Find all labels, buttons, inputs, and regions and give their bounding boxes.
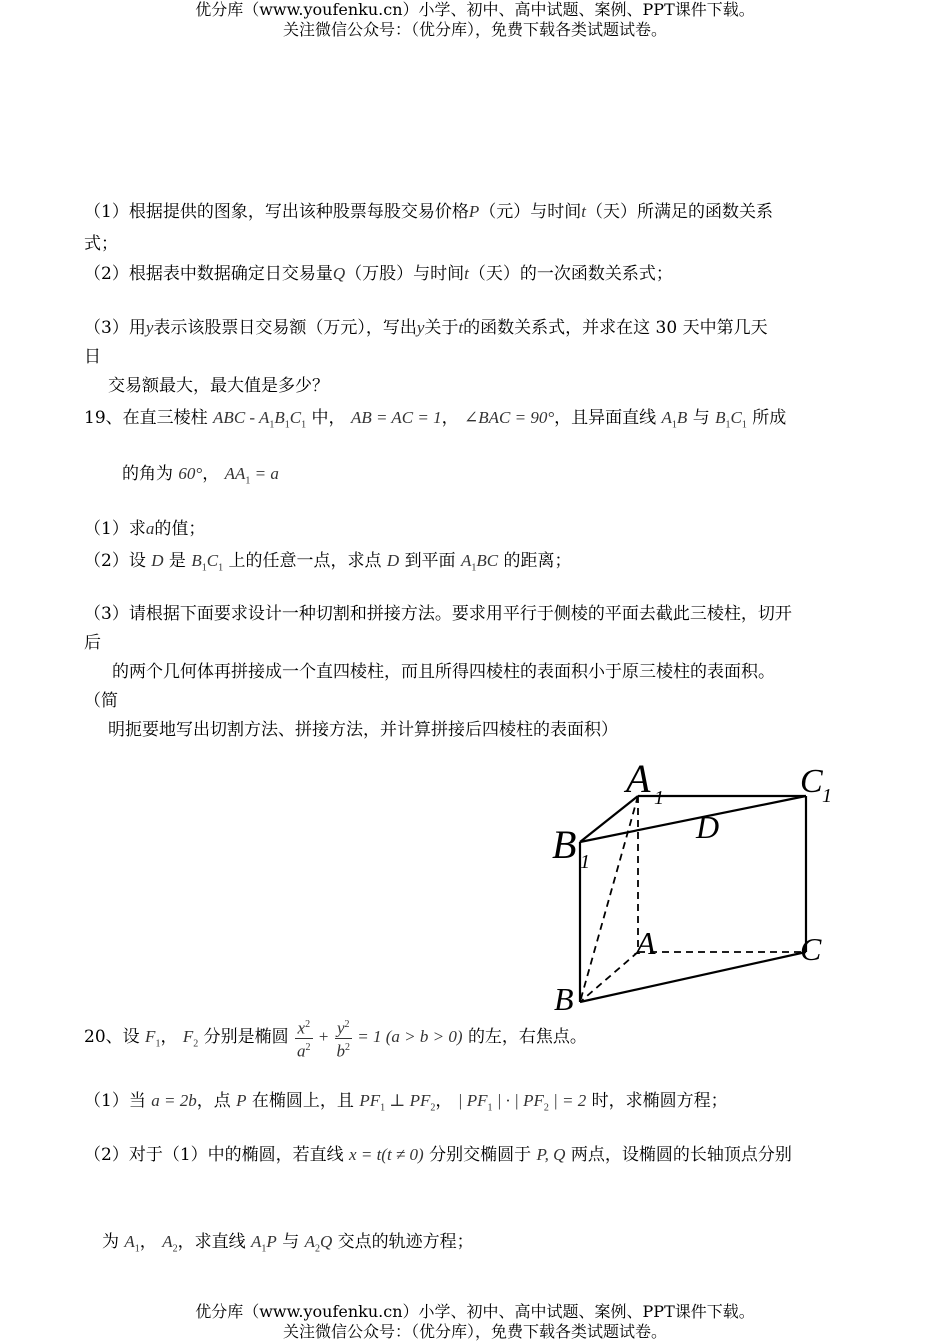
label-b1-sub: 1 bbox=[580, 851, 590, 873]
math-line-x: x = t(t ≠ 0) bbox=[349, 1145, 424, 1164]
q19-part3-line1: （3）请根据下面要求设计一种切割和拼接方法。要求用平行于侧棱的平面去截此三棱柱，切开 bbox=[84, 604, 792, 624]
math-product: | $PF_1$ | · | $PF_2$ | = 2 bbox=[457, 1091, 587, 1114]
edge-a1-b-hidden bbox=[580, 796, 638, 1002]
q18-part2 bbox=[84, 262, 673, 286]
q18-part3-line2: 日 bbox=[84, 347, 101, 367]
q19-stem-line1 bbox=[84, 406, 786, 437]
math-pq: P, Q bbox=[536, 1145, 566, 1164]
text: 的函数关系式，并求在这 30 天中第几天 bbox=[463, 318, 768, 338]
text: （元）与时间 bbox=[479, 202, 582, 222]
math-aa1: $AA_1 = a$ bbox=[224, 464, 279, 487]
page-footer bbox=[0, 1302, 950, 1342]
edge-b1-c1 bbox=[580, 796, 806, 842]
q20-stem bbox=[84, 1016, 587, 1064]
text: （万股）与时间 bbox=[345, 264, 465, 284]
text: （1）当 bbox=[84, 1091, 146, 1111]
math-ellipse: $\frac{x^2}{a^2}$ + $\frac{y^2}{b^2}$ = 1 (a > b > 0) bbox=[294, 1027, 462, 1046]
math-var: Q bbox=[332, 264, 346, 283]
text: 表示该股票日交易额（万元），写出 bbox=[153, 318, 417, 338]
text: ， bbox=[441, 408, 459, 428]
text: 交点的轨迹方程； bbox=[337, 1232, 474, 1252]
text: （2）设 bbox=[84, 551, 146, 571]
math-var: y bbox=[145, 318, 154, 337]
q20-part1 bbox=[84, 1089, 728, 1120]
text: ， bbox=[139, 1232, 157, 1252]
label-d: D bbox=[696, 809, 720, 845]
math-perp: $PF_1$ ⊥ $PF_2$ bbox=[359, 1091, 436, 1114]
math-ab-ac: AB = AC = 1 bbox=[350, 408, 442, 427]
math-a2: $A_2$ bbox=[162, 1232, 178, 1255]
text: 到平面 bbox=[404, 551, 456, 571]
label-a1-sub: 1 bbox=[654, 787, 664, 809]
text: 两点，设椭圆的长轴顶点分别 bbox=[570, 1145, 792, 1165]
q19-part3-line5: 明扼要地写出切割方法、拼接方法，并计算拼接后四棱柱的表面积） bbox=[108, 720, 618, 740]
q18-part3-line1 bbox=[84, 316, 768, 340]
math-a1p: $A_1P$ bbox=[251, 1232, 277, 1255]
text: 的角为 bbox=[122, 464, 173, 484]
text: （2）对于（1）中的椭圆，若直线 bbox=[84, 1145, 344, 1165]
text: ， bbox=[202, 464, 220, 484]
footer-line-1: 优分库（www.youfenku.cn）小学、初中、高中试题、案例、PPT课件下载。 bbox=[195, 1302, 755, 1321]
label-b1: B bbox=[552, 822, 577, 867]
math-a1bc: $A_1BC$ bbox=[460, 551, 499, 574]
math-b1c1: $B_1C_1$ bbox=[715, 408, 747, 431]
q20-part2-line2 bbox=[102, 1230, 474, 1261]
text: （3）用 bbox=[84, 318, 146, 338]
text: 为 bbox=[102, 1232, 119, 1252]
q19-stem-line2 bbox=[122, 462, 279, 493]
text: （2）根据表中数据确定日交易量 bbox=[84, 264, 333, 284]
page-header bbox=[0, 0, 950, 40]
q19-part2 bbox=[84, 549, 572, 580]
text: 时，求椭圆方程； bbox=[591, 1091, 728, 1111]
math-a2q: $A_2Q$ bbox=[304, 1232, 333, 1255]
label-a: A bbox=[636, 925, 656, 961]
text: ，且异面直线 bbox=[554, 408, 657, 428]
math-a-2b: a = 2b bbox=[151, 1091, 197, 1110]
math-var: t bbox=[581, 202, 586, 221]
q19-part3-line4: （简 bbox=[84, 691, 118, 711]
text: 中， bbox=[311, 408, 346, 428]
q19-part3-line3: 的两个几何体再拼接成一个直四棱柱，而且所得四棱柱的表面积小于原三棱柱的表面积。 bbox=[112, 662, 775, 682]
q18-part1-line1 bbox=[84, 200, 773, 224]
q19-part3-line2: 后 bbox=[84, 633, 101, 653]
header-line-1: 优分库（www.youfenku.cn）小学、初中、高中试题、案例、PPT课件下载。 bbox=[195, 0, 755, 19]
math-var: t bbox=[464, 264, 469, 283]
label-c1: C bbox=[800, 763, 823, 800]
label-c: C bbox=[800, 931, 822, 967]
math-var: y bbox=[416, 318, 425, 337]
text: 关于 bbox=[424, 318, 459, 338]
text: 分别是椭圆 bbox=[203, 1027, 289, 1048]
math-a1: $A_1$ bbox=[124, 1232, 140, 1255]
math-prism: ABC - $A_1B_1C_1$ bbox=[213, 408, 307, 431]
math-var: a bbox=[145, 519, 155, 538]
math-var: P bbox=[236, 1091, 247, 1110]
label-b: B bbox=[554, 981, 574, 1017]
text: ， bbox=[435, 1091, 453, 1111]
text: 20、设 bbox=[84, 1027, 140, 1048]
footer-line-2: 关注微信公众号：（优分库），免费下载各类试题试卷。 bbox=[282, 1322, 667, 1341]
header-line-2: 关注微信公众号：（优分库），免费下载各类试题试卷。 bbox=[282, 20, 667, 39]
text: ， bbox=[160, 1027, 178, 1048]
text: 19、在直三棱柱 bbox=[84, 408, 208, 428]
q20-part2-line1 bbox=[84, 1143, 792, 1167]
text: （天）所满足的函数关系 bbox=[585, 202, 773, 222]
text: 与 bbox=[282, 1232, 300, 1252]
text: ，求直线 bbox=[177, 1232, 246, 1252]
math-var: t bbox=[458, 318, 464, 337]
text: 所成 bbox=[752, 408, 787, 428]
text: ，点 bbox=[196, 1091, 231, 1111]
text: 的左，右焦点。 bbox=[467, 1027, 587, 1048]
text: （天）的一次函数关系式； bbox=[468, 264, 673, 284]
text: （1）求 bbox=[84, 519, 146, 539]
label-c1-sub: 1 bbox=[822, 785, 832, 807]
text: 的距离； bbox=[503, 551, 572, 571]
math-var: P bbox=[468, 202, 480, 221]
q19-part1 bbox=[84, 517, 205, 541]
text: 上的任意一点，求点 bbox=[228, 551, 382, 571]
text: （1）根据提供的图象，写出该种股票每股交易价格 bbox=[84, 202, 469, 222]
text: 在椭圆上，且 bbox=[251, 1091, 354, 1111]
math-var: D bbox=[386, 551, 400, 570]
math-angle-bac: ∠BAC = 90° bbox=[464, 408, 555, 427]
q18-part1-line2: 式； bbox=[84, 234, 118, 254]
q18-part3-line3: 交易额最大，最大值是多少？ bbox=[108, 376, 329, 396]
prism-figure bbox=[548, 758, 848, 1020]
math-var: D bbox=[151, 551, 164, 570]
math-f1: $F_1$ bbox=[145, 1027, 161, 1050]
text: 分别交椭圆于 bbox=[429, 1145, 532, 1165]
math-a1b: $A_1B$ bbox=[661, 408, 688, 431]
edge-b-c bbox=[580, 952, 806, 1002]
math-f2: $F_2$ bbox=[182, 1027, 199, 1050]
math-b1c1: $B_1C_1$ bbox=[191, 551, 224, 574]
label-a1: A bbox=[626, 758, 651, 801]
text: 的值； bbox=[154, 519, 206, 539]
text: 与 bbox=[692, 408, 710, 428]
math-60deg: 60° bbox=[178, 464, 203, 483]
text: 是 bbox=[168, 551, 186, 571]
